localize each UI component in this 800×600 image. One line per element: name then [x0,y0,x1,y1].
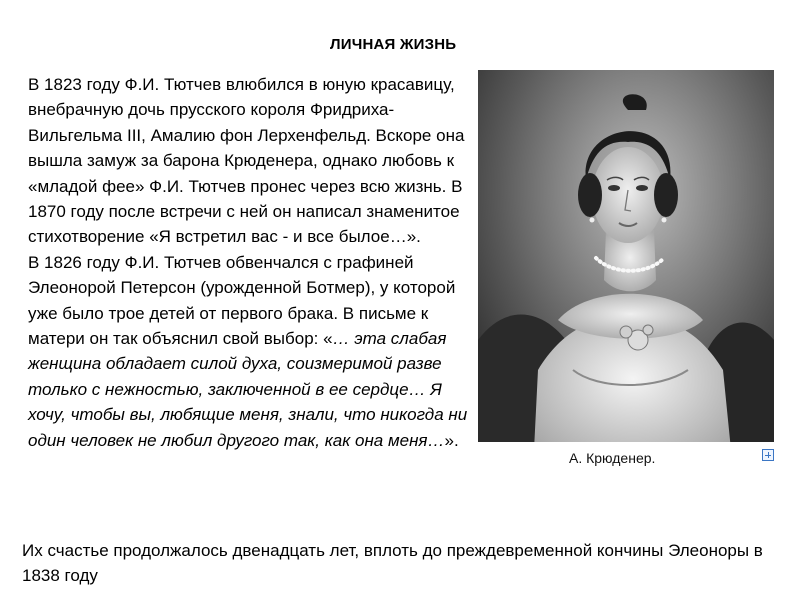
body-text [28,72,468,453]
portrait-image [478,70,774,470]
footer-text: Их счастье продолжалось двенадцать лет, вплоть до преждевременной кончины Элеоноры в 1838 году [22,541,763,585]
quote-close: ». [444,430,459,450]
slide-title: ЛИЧНАЯ ЖИЗНЬ [330,36,457,53]
portrait-caption: А. Крюденер. [569,450,656,466]
paragraph-2 [28,250,468,453]
quote-italic: … эта слабая женщина обладает силой духа, соизмеримой разве только с нежностью, заключенной в ее сердце… Я хочу, чтобы вы, любящие меня, знали, что никогда ни один человек не любил другого так, как она меня… [28,329,468,450]
paragraph-2-text: В 1826 году Ф.И. Тютчев обвенчался с графиней Элеонорой Петерсон (урожденной Ботмер), у которой уже было трое детей от первого брака. В письме к матери он так объяснил свой выбор: « [28,252,456,349]
paragraph-1: В 1823 году Ф.И. Тютчев влюбился в юную красавицу, внебрачную дочь прусского короля Фридриха-Вильгельма III, Амалию фон Лерхенфельд. Вскоре она вышла замуж за барона Крюденера, однако любовь к «младой фее» Ф.И. Тютчев пронес через всю жизнь. В 1870 году после встречи с ней он написал знаменитое стихотворение «Я встретил вас - и все былое…». [28,75,465,247]
expand-icon[interactable] [762,449,774,461]
